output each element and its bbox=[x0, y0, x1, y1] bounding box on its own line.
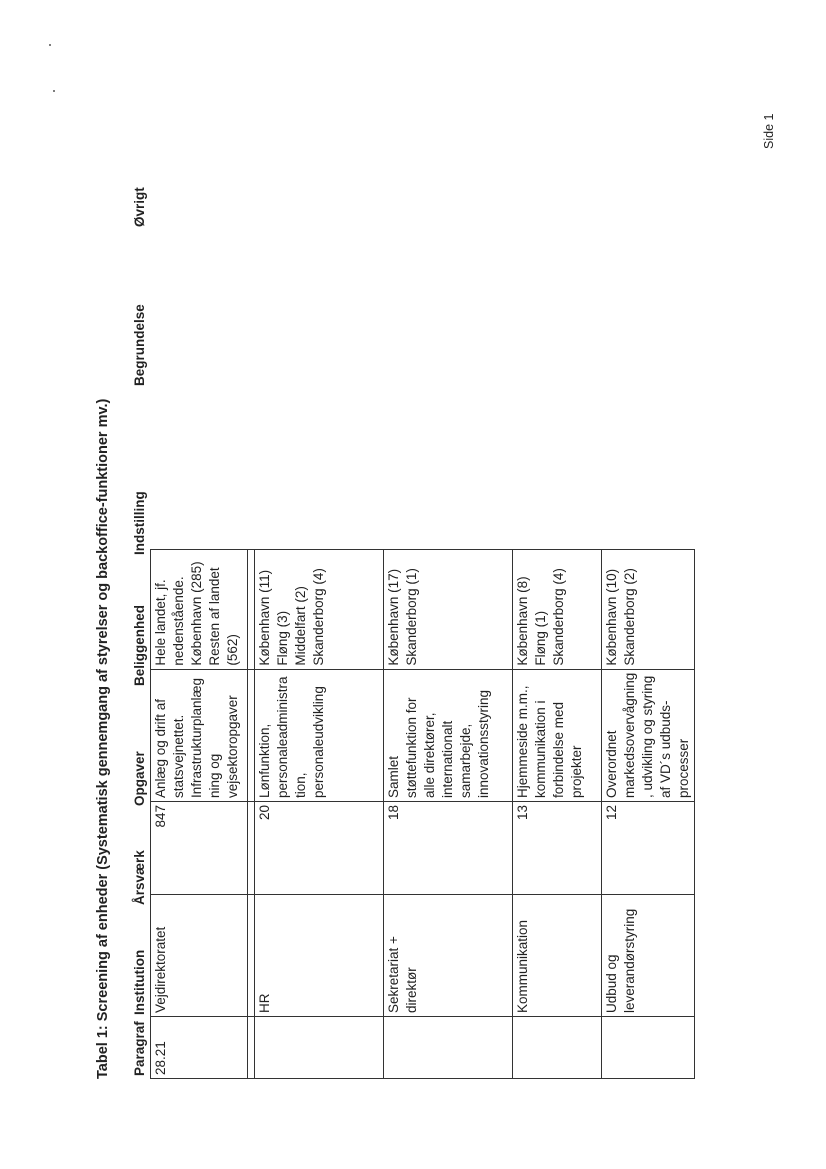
cell-aarsvaerk: 13 bbox=[513, 802, 602, 895]
cell-text-line: Hjemmeside m.m., bbox=[515, 685, 530, 798]
cell-text-line: Udbud og bbox=[604, 954, 619, 1013]
cell-text-line: personaleudvikling bbox=[311, 686, 326, 798]
cell-text-line: personaleadministra bbox=[275, 676, 290, 798]
cell-aarsvaerk: 12 bbox=[602, 802, 695, 895]
cell-beliggenhed bbox=[151, 549, 248, 669]
table-row bbox=[384, 549, 513, 1078]
cell-institution bbox=[151, 895, 248, 1017]
table-spacer-row bbox=[248, 549, 255, 1078]
page-number: Side 1 bbox=[762, 113, 776, 149]
cell-text-line: Resten af landet bbox=[207, 567, 222, 666]
header-paragraf: Paragraf bbox=[132, 1021, 147, 1076]
cell-text-line: statsvejnettet. bbox=[171, 714, 186, 798]
cell-paragraf bbox=[255, 1017, 384, 1079]
cell-text-line: vejsektoropgaver bbox=[225, 695, 240, 798]
cell-text-line: af VD´s udbuds- bbox=[658, 700, 673, 798]
cell-text-line: København (11) bbox=[257, 569, 272, 666]
cell-opgaver bbox=[255, 669, 384, 801]
cell-beliggenhed bbox=[602, 549, 695, 669]
cell-opgaver bbox=[602, 669, 695, 801]
cell-text-line: (562) bbox=[225, 634, 240, 666]
cell-text-line: Skanderborg (4) bbox=[311, 568, 326, 666]
header-indstilling: Indstilling bbox=[132, 491, 147, 555]
cell-text-line: Overordnet bbox=[604, 730, 619, 798]
cell-text-line: Hele landet, jf. bbox=[153, 579, 168, 666]
screening-table bbox=[150, 549, 695, 1079]
cell-text-line: innovationsstyring bbox=[476, 689, 491, 798]
cell-text-line: Sekretariat + bbox=[386, 936, 401, 1013]
cell-beliggenhed bbox=[255, 549, 384, 669]
cell-text-line: processer bbox=[676, 738, 691, 798]
cell-text-line: forbindelse med bbox=[551, 701, 566, 798]
cell-text-line: Skanderborg (1) bbox=[404, 568, 419, 666]
cell-text-line: ning og bbox=[207, 753, 222, 798]
cell-paragraf bbox=[384, 1017, 513, 1079]
cell-paragraf bbox=[602, 1017, 695, 1079]
cell-text-line: Middelfart (2) bbox=[293, 586, 308, 666]
cell-text-line: Anlæg og drift af bbox=[153, 698, 168, 798]
cell-text-line: samarbejde, bbox=[458, 723, 473, 798]
header-ovrigt: Øvrigt bbox=[132, 187, 147, 227]
cell-text-line: projekter bbox=[569, 745, 584, 798]
cell-opgaver bbox=[384, 669, 513, 801]
cell-text-line: Infrastrukturplanlæg bbox=[189, 677, 204, 798]
cell-text-line: internationalt bbox=[440, 720, 455, 798]
table-row bbox=[602, 549, 695, 1078]
cell-text-line: Vejdirektoratet bbox=[153, 926, 168, 1013]
cell-text-line: støttefunktion for bbox=[404, 697, 419, 798]
cell-text-line: København (8) bbox=[515, 576, 530, 666]
cell-beliggenhed bbox=[513, 549, 602, 669]
cell-paragraf bbox=[513, 1017, 602, 1079]
cell-text-line: markedsovervågning bbox=[622, 672, 637, 798]
cell-text-line: HR bbox=[257, 993, 272, 1013]
header-opgaver: Opgaver bbox=[132, 751, 147, 806]
cell-text-line: København (285) bbox=[189, 561, 204, 666]
header-institution: Institution bbox=[132, 949, 147, 1015]
cell-text-line: København (17) bbox=[386, 568, 401, 666]
cell-text-line: Fløng (1) bbox=[533, 610, 548, 666]
cell-beliggenhed bbox=[384, 549, 513, 669]
cell-text-line: København (10) bbox=[604, 568, 619, 666]
table-row bbox=[151, 549, 248, 1078]
cell-text-line: Lønfunktion, bbox=[257, 723, 272, 798]
cell-aarsvaerk: 20 bbox=[255, 802, 384, 895]
cell-institution bbox=[513, 895, 602, 1017]
cell-text-line: , udvikling og styring bbox=[640, 675, 655, 798]
cell-text-line: direktør bbox=[404, 967, 419, 1013]
cell-paragraf: 28.21 bbox=[151, 1017, 248, 1079]
cell-text-line: nedenstående. bbox=[171, 576, 186, 666]
table-row bbox=[513, 549, 602, 1078]
table-row bbox=[255, 549, 384, 1078]
cell-text-line: leverandørstyring bbox=[622, 908, 637, 1013]
cell-text-line: alle direktører, bbox=[422, 712, 437, 798]
cell-institution bbox=[255, 895, 384, 1017]
cell-text-line: Samlet bbox=[386, 755, 401, 798]
header-aarsvaerk: Årsværk bbox=[132, 850, 147, 905]
cell-text-line: Skanderborg (4) bbox=[551, 568, 566, 666]
header-begrundelse: Begrundelse bbox=[132, 304, 147, 386]
table-title: Tabel 1: Screening af enheder (Systematisk gennemgang af styrelser og backoffice-funktioner mv.) bbox=[95, 398, 111, 1079]
cell-opgaver bbox=[513, 669, 602, 801]
cell-text-line: kommunikation i bbox=[533, 700, 548, 798]
cell-institution bbox=[384, 895, 513, 1017]
cell-institution bbox=[602, 895, 695, 1017]
cell-text-line: Kommunikation bbox=[515, 919, 530, 1013]
header-beliggenhed: Beliggenhed bbox=[132, 604, 147, 686]
cell-aarsvaerk: 18 bbox=[384, 802, 513, 895]
cell-text-line: Skanderborg (2) bbox=[622, 568, 637, 666]
cell-aarsvaerk: 847 bbox=[151, 802, 248, 895]
cell-text-line: Fløng (3) bbox=[275, 610, 290, 666]
cell-text-line: tion, bbox=[293, 772, 308, 798]
cell-opgaver bbox=[151, 669, 248, 801]
